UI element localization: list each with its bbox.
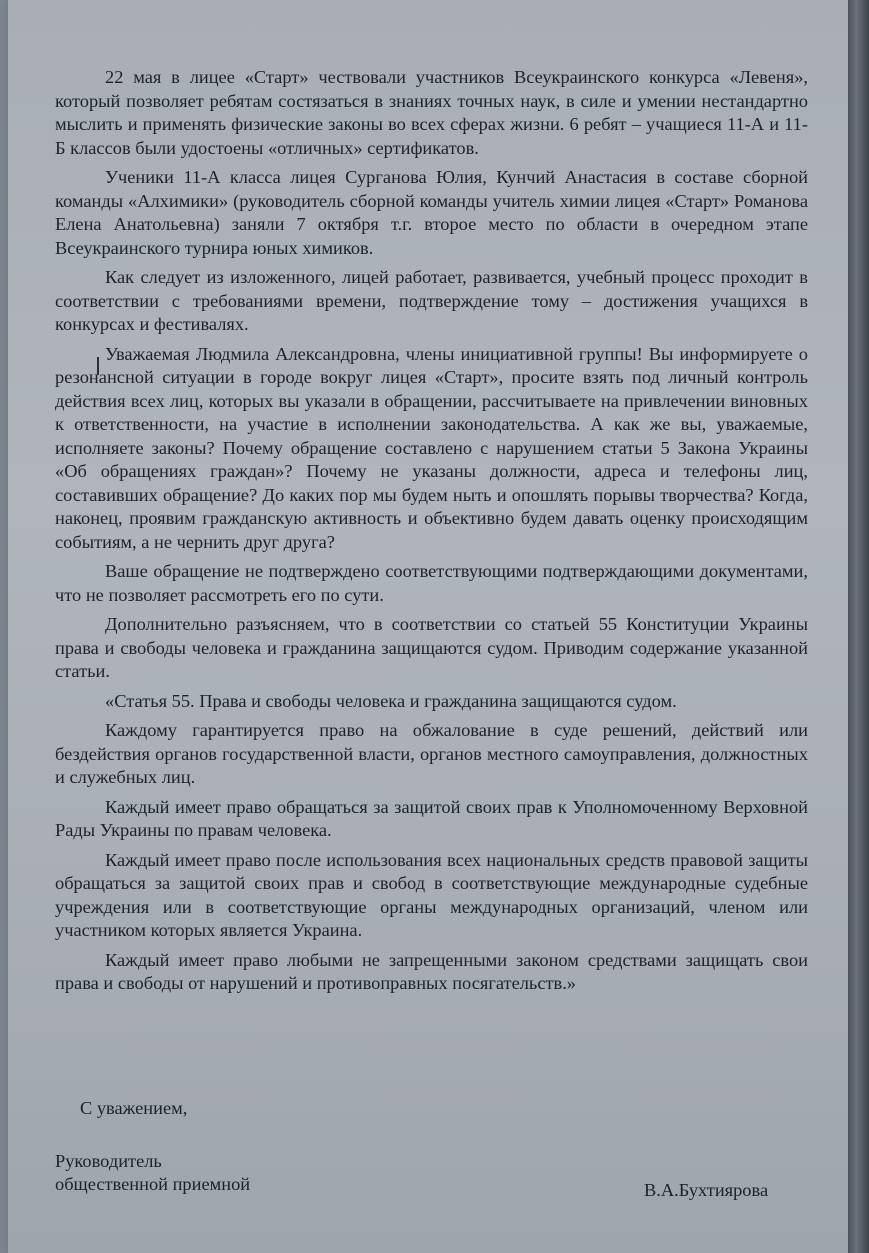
paragraph-article-international: Каждый имеет право после использования всех национальных средств правовой защиты обращаться за защитой своих прав и свобод в соответствующие международные судебные учреждения или в соответствующие органы международных организаций, членом или участником которых является Украина. xyxy=(55,849,808,940)
paragraph-lyceum-progress: Как следует из изложенного, лицей работает, развивается, учебный процесс проходит в соответствии с требованиями времени, подтверждение тому – достижения учащихся в конкурсах и фестивалях. xyxy=(55,267,808,334)
paragraph-address-group: Уважаемая Людмила Александровна, члены инициативной группы! Вы информируете о резонансной ситуации в городе вокруг лицея «Старт», просите взять под личный контроль действия всех лиц, которых вы указали в обращении, рассчитываете на привлечении виновных к ответственности, на участие в исполнении законодательства. А как же вы, уважаемые, исполняете законы? Почему обращение составлено с нарушением статьи 5 Закона Украины «Об обращениях граждан»? Почему не указаны должности, адреса и телефоны лиц, составивших обращение? До каких пор мы будем ныть и опошлять порывы творчества? Когда, наконец, проявим гражданскую активность и объективно будем давать оценку происходящим событиям, а не чернить друг друга? xyxy=(55,343,808,552)
paragraph-chemistry-team: Ученики 11-А класса лицея Сурганова Юлия, Кунчий Анастасия в составе сборной команды «Алхимики» (руководитель сборной команды учитель химии лицея «Старт» Романова Елена Анатольевна) заняли 7 октября т.г. второе место по области в очередном этапе Всеукраинского турнира юных химиков. xyxy=(55,167,808,258)
closing-phrase: С уважением, xyxy=(80,1098,188,1118)
role-line-1: Руководитель xyxy=(55,1151,162,1171)
letter-body xyxy=(55,66,808,1002)
paragraph-article-ombudsman: Каждый имеет право обращаться за защитой своих прав к Уполномоченному Верховной Рады Украины по правам человека. xyxy=(55,796,808,840)
paragraph-not-confirmed: Ваше обращение не подтверждено соответствующими подтверждающими документами, что не позволяет рассмотреть его по сути. xyxy=(55,561,808,605)
pen-mark xyxy=(97,357,119,375)
signatory-name: В.А.Бухтиярова xyxy=(644,1180,769,1200)
signatory-role xyxy=(55,1150,250,1196)
paragraph-article-55-title: «Статья 55. Права и свободы человека и гражданина защищаются судом. xyxy=(105,690,677,711)
page-edge xyxy=(848,0,869,1253)
paragraph-article-protection: Каждый имеет право любыми не запрещенными законом средствами защищать свои права и свободы от нарушений и противоправных посягательств.» xyxy=(55,949,808,993)
paragraph-contest: 22 мая в лицее «Старт» чествовали участников Всеукраинского конкурса «Левеня», который позволяет ребятам состязаться в знаниях точных наук, в силе и умении нестандартно мыслить и применять физические законы во всех сферах жизни. 6 ребят – учащиеся 11-А и 11-Б классов были удостоены «отличных» сертификатов. xyxy=(55,67,808,158)
paragraph-article-appeal: Каждому гарантируется право на обжалование в суде решений, действий или бездействия органов государственной власти, органов местного самоуправления, должностных и служебных лиц. xyxy=(55,720,808,787)
paragraph-constitution: Дополнительно разъясняем, что в соответствии со статьей 55 Конституции Украины права и свободы человека и гражданина защищаются судом. Приводим содержание указанной статьи. xyxy=(55,614,808,681)
role-line-2: общественной приемной xyxy=(55,1174,251,1194)
